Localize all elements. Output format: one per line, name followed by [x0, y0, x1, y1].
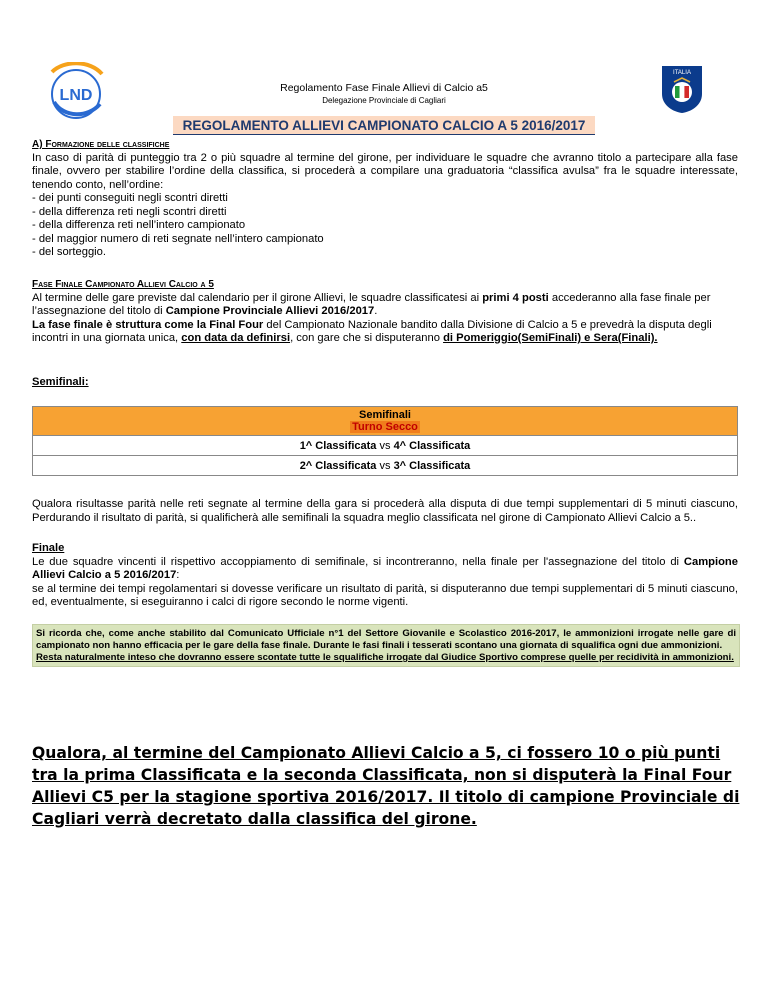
disciplinary-note-box: [32, 624, 740, 667]
criteria-item: - della differenza reti nell’intero campionato: [32, 219, 246, 231]
text-run: Campione Provinciale Allievi 2016/2017: [165, 305, 375, 317]
section-classifiche-heading: A) Formazione delle classifiche: [32, 139, 170, 150]
table-row: [33, 456, 738, 476]
text-run: Campione Allievi Calcio a 5 2016/2017: [32, 555, 738, 581]
text-run: Al termine delle gare previste dal calendario per il girone Allievi, le squadre classificatesi ai: [32, 291, 483, 304]
match-vs: vs: [379, 439, 391, 452]
semifinali-table-subtitle: Turno Secco: [352, 421, 418, 433]
main-title: [0, 116, 768, 135]
text-run: .: [374, 305, 378, 317]
main-title-text: REGOLAMENTO ALLIEVI CAMPIONATO CALCIO A 5 2016/2017: [173, 116, 596, 135]
semifinali-table-title: Semifinali: [359, 409, 411, 421]
disciplinary-note-paragraph-2: Resta naturalmente inteso che dovranno essere scontate tutte le squalifiche irrogate dal Giudice Sportivo comprese quelle per recidività in ammonizioni.: [36, 652, 734, 663]
section-fase-finale: [32, 278, 738, 346]
criteria-item: - dei punti conseguiti negli scontri diretti: [32, 192, 228, 204]
match-away: 4^ Classificata: [393, 439, 471, 452]
fase-finale-paragraph-1: [32, 292, 738, 319]
text-run: di Pomeriggio(SemiFinali) e Sera(Finali).: [443, 332, 658, 344]
criteria-item: - del maggior numero di reti segnate nell’intero campionato: [32, 232, 324, 245]
figc-logo-text: ITALIA: [673, 70, 691, 76]
criteria-item: - della differenza reti negli scontri diretti: [32, 205, 227, 218]
semifinali-table-header: [33, 407, 738, 436]
document-header-subtitle: Delegazione Provinciale di Cagliari: [322, 96, 446, 105]
section-classifiche-paragraph: In caso di parità di punteggio tra 2 o più squadre al termine del girone, per individuare le squadre che avranno titolo a partecipare alla fase finale, ovvero per stabilire l’ordine della classifica, si procederà a compilare una graduatoria “classifica avulsa” fra le squadre interessate, tenendo conto, nell’ordine:: [32, 151, 738, 191]
match-home: 1^ Classificata: [299, 439, 377, 452]
lnd-logo-text: LND: [59, 87, 93, 104]
match-vs: vs: [379, 459, 391, 472]
disciplinary-note-paragraph-1: Si ricorda che, come anche stabilito dal Comunicato Ufficiale n°1 del Settore Giovanile e Scolastico 2016-2017, le ammonizioni irrogate nelle gare di campionato non hanno efficacia per le gare della fase finale. Durante le fasi finali i tesserati scontano una giornata di squalifica ogni due ammonizioni.: [36, 628, 736, 651]
table-row: [33, 436, 738, 456]
text-run: Le due squadre vincenti il rispettivo accoppiamento di semifinale, si incontreranno, nella finale per l'assegnazione del titolo di: [32, 555, 684, 568]
text-run: del Campionato Nazionale bandito dalla Divisione di Calcio a 5 e prevedrà la disputa degli incontri in una giornata unica,: [32, 318, 712, 344]
match-home: 2^ Classificata: [299, 459, 377, 472]
semifinali-tie-paragraph: Qualora risultasse parità nelle reti segnate al termine della gara si procederà alla disputa di due tempi supplementari di 5 minuti ciascuno, Perdurando il risultato di parità, si qualificherà alle semifinali la squadra meglio classificata nel girone di Campionato Allievi Calcio a 5..: [32, 498, 738, 524]
criteria-item: - del sorteggio.: [32, 246, 107, 258]
text-run: accederanno alla fase finale per l’assegnazione del titolo di: [32, 291, 711, 317]
match-away: 3^ Classificata: [393, 459, 471, 472]
text-run: , con gare che si disputeranno: [290, 332, 444, 344]
semifinali-label: Semifinali:: [32, 376, 89, 388]
finale-paragraph-2: se al termine dei tempi regolamentari si dovesse verificare un risultato di parità, si disputeranno due tempi supplementari di 5 minuti ciascuno, ed, eventualmente, si eseguiranno i calci di rigore secondo le norme vigenti.: [32, 582, 738, 608]
text-run: La fase finale è struttura come la Final Four: [32, 318, 264, 331]
section-classifiche: [32, 138, 738, 260]
section-fase-finale-heading: Fase Finale Campionato Allievi Calcio a 5: [32, 279, 214, 290]
text-run: primi 4 posti: [482, 291, 549, 304]
fase-finale-paragraph-2: [32, 319, 738, 346]
closing-statement: Qualora, al termine del Campionato Allievi Calcio a 5, ci fossero 10 o più punti tra la prima Classificata e la seconda Classificata, non si disputerà la Final Four Allievi C5 per la stagione sportiva 2016/2017. Il titolo di campione Provinciale di Cagliari verrà decretato dalla classifica del girone.: [32, 744, 740, 828]
section-finale-heading: Finale: [32, 542, 65, 554]
semifinali-table: [32, 406, 738, 476]
document-header-title: Regolamento Fase Finale Allievi di Calcio a5: [280, 82, 488, 94]
section-finale: [32, 542, 738, 610]
text-run: con data da definirsi: [181, 332, 291, 344]
text-run: :: [176, 569, 180, 581]
finale-paragraph-1: [32, 556, 738, 583]
